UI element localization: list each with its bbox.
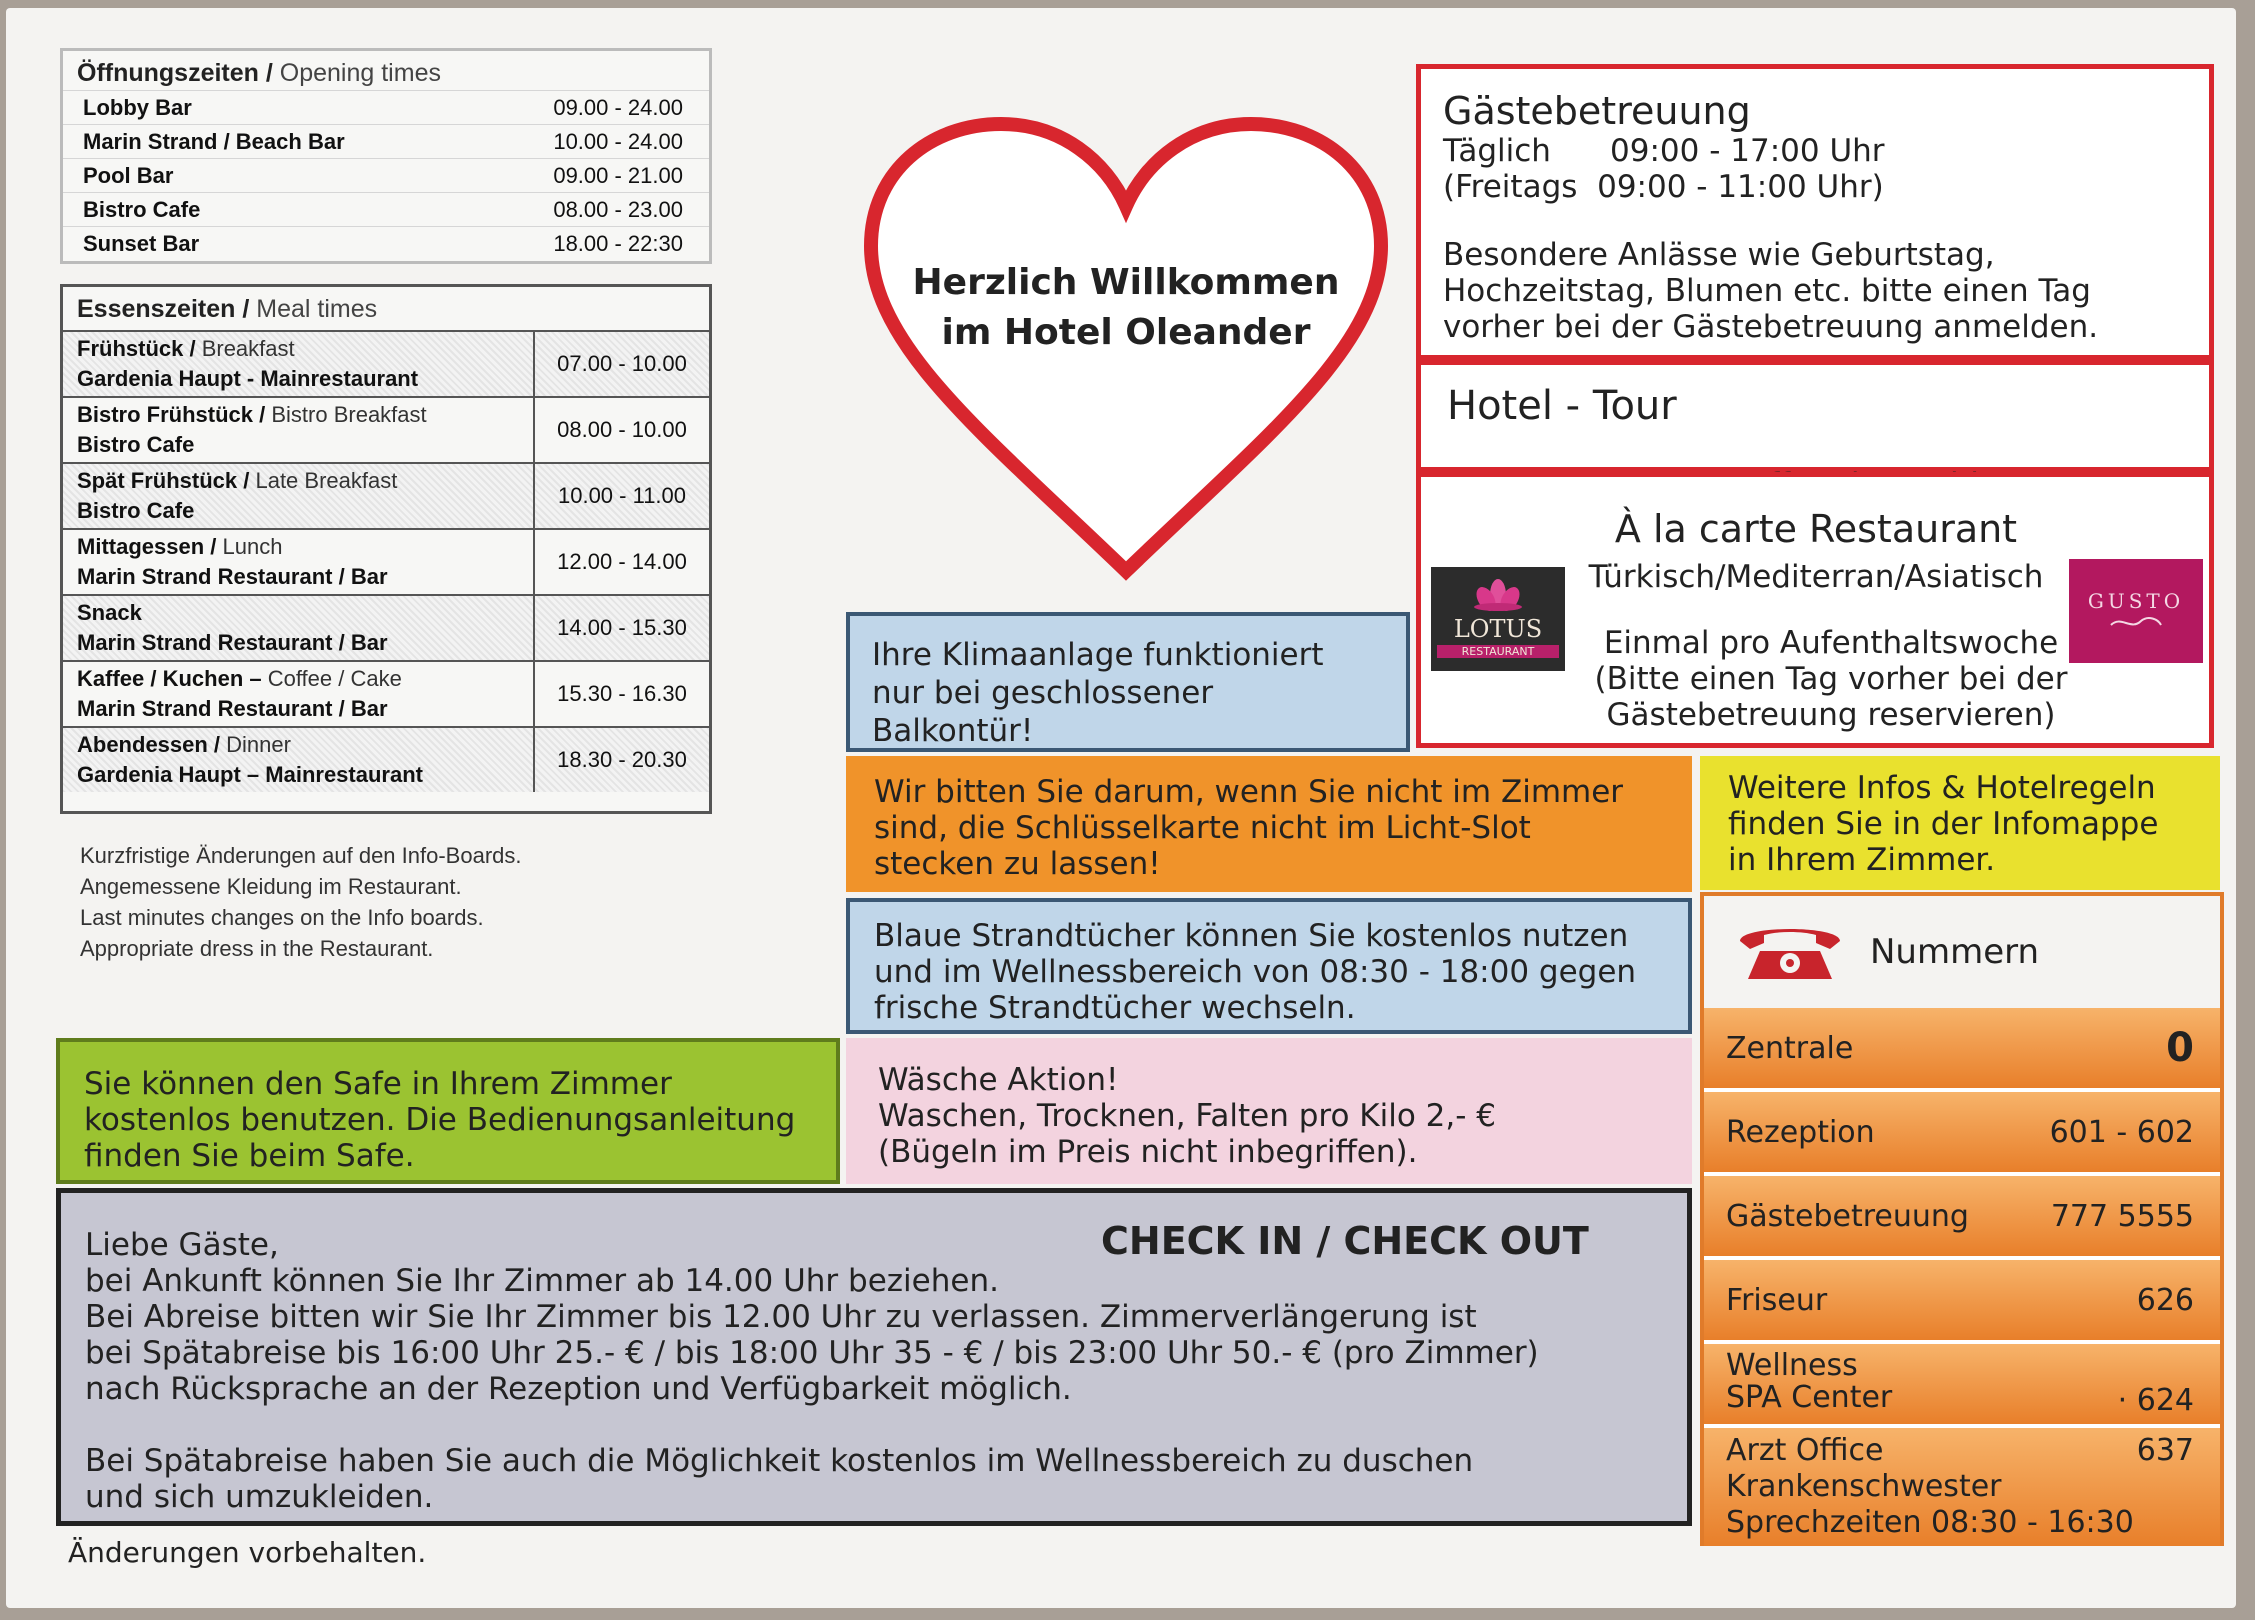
opening-times-header: Öffnungszeiten / Opening times [77, 59, 441, 87]
swirl-icon [2106, 613, 2166, 633]
meal-row: Frühstück / Breakfast Gardenia Haupt - Mainrestaurant 07.00 - 10.00 [63, 330, 709, 396]
numbers-panel [1700, 892, 2224, 1546]
opening-row: Pool Bar 09.00 - 21.00 [63, 158, 709, 192]
guest-service-box: Gästebetreuung Täglich 09:00 - 17:00 Uhr (Freitags 09:00 - 11:00 Uhr) Besondere Anlässe wie Geburtstag, Hochzeitstag, Blumen etc. bitte einen Tag vorher bei der Gästebetreuung anmelden. [1416, 64, 2214, 360]
meal-row: Mittagessen / Lunch Marin Strand Restaurant / Bar 12.00 - 14.00 [63, 528, 709, 594]
meal-row: Kaffee / Kuchen – Coffee / Cake Marin Strand Restaurant / Bar 15.30 - 16.30 [63, 660, 709, 726]
meal-times-table [60, 284, 712, 814]
aircon-box: Ihre Klimaanlage funktioniert nur bei geschlossener Balkontür! [846, 612, 1410, 752]
meal-row: Bistro Frühstück / Bistro Breakfast Bistro Cafe 08.00 - 10.00 [63, 396, 709, 462]
infos-box: Weitere Infos & Hotelregeln finden Sie in der Infomappe in Ihrem Zimmer. [1700, 756, 2220, 890]
opening-row: Lobby Bar 09.00 - 24.00 [63, 90, 709, 124]
number-row: Friseur 626 [1704, 1260, 2220, 1340]
checkin-title: CHECK IN / CHECK OUT [1101, 1219, 1589, 1263]
number-row-wellness: Wellness SPA Center · 624 [1704, 1344, 2220, 1424]
laundry-box: Wäsche Aktion! Waschen, Trocknen, Falten pro Kilo 2,- € (Bügeln im Preis nicht inbegriffen). [846, 1038, 1692, 1184]
numbers-header: Nummern [1704, 896, 2220, 1008]
notes: Kurzfristige Änderungen auf den Info-Boards. Angemessene Kleidung im Restaurant. Last minutes changes on the Info boards. Appropriate dress in the Restaurant. [80, 843, 522, 961]
meal-row: Abendessen / Dinner Gardenia Haupt – Mainrestaurant 18.30 - 20.30 [63, 726, 709, 792]
keycard-box: Wir bitten Sie darum, wenn Sie nicht im Zimmer sind, die Schlüsselkarte nicht im Licht-Slot stecken zu lassen! [846, 756, 1692, 892]
safe-box: Sie können den Safe in Ihrem Zimmer kostenlos benutzen. Die Bedienungsanleitung finden Sie beim Safe. [56, 1038, 840, 1184]
telephone-icon [1732, 919, 1848, 985]
opening-times-table [60, 48, 712, 264]
hotel-tour-box: Hotel - Tour [1416, 360, 2214, 472]
info-card [6, 8, 2236, 1608]
footer-note: Änderungen vorbehalten. [68, 1536, 427, 1569]
gusto-logo: GUSTO [2069, 559, 2203, 663]
welcome-text: Herzlich Willkommen im Hotel Oleander [912, 262, 1340, 353]
opening-row: Sunset Bar 18.00 - 22:30 [63, 226, 709, 260]
towels-box: Blaue Strandtücher können Sie kostenlos nutzen und im Wellnessbereich von 08:30 - 18:00 gegen frische Strandtücher wechseln. [846, 898, 1692, 1034]
meal-row: Snack Marin Strand Restaurant / Bar 14.00 - 15.30 [63, 594, 709, 660]
meal-row: Spät Frühstück / Late Breakfast Bistro Cafe 10.00 - 11.00 [63, 462, 709, 528]
alacarte-box: À la carte Restaurant Türkisch/Mediterran/Asiatisch Einmal pro Aufenthaltswoche (Bitte einen Tag vorher bei der Gästebetreuung reservieren) LOTUS RESTAURANT GUSTO [1416, 472, 2214, 748]
lotus-flower-icon [1468, 573, 1528, 613]
number-row: Gästebetreuung 777 5555 [1704, 1176, 2220, 1256]
lotus-logo: LOTUS RESTAURANT [1431, 567, 1565, 671]
checkin-box: CHECK IN / CHECK OUT Liebe Gäste, bei Ankunft können Sie Ihr Zimmer ab 14.00 Uhr beziehen. Bei Abreise bitten wir Sie Ihr Zimmer bis 12.00 Uhr zu verlassen. Zimmerverlängerung ist bei Spätabreise bis 16:00 Uhr 25.- € / bis 18:00 Uhr 35 - € / bis 23:00 Uhr 50.- € (pro Zimmer) nach Rücksprache an der Rezeption und Verfügbarkeit möglich. Bei Spätabreise haben Sie auch die Möglichkeit kostenlos im Wellnessbereich zu duschen und sich umzukleiden. [56, 1188, 1692, 1526]
meal-times-header: Essenszeiten / Meal times [77, 295, 378, 323]
opening-row: Marin Strand / Beach Bar 10.00 - 24.00 [63, 124, 709, 158]
number-row-doctor: Arzt Office 637 Krankenschwester Sprechzeiten 08:30 - 16:30 [1704, 1428, 2220, 1546]
number-row: Zentrale 0 [1704, 1008, 2220, 1088]
number-row: Rezeption 601 - 602 [1704, 1092, 2220, 1172]
opening-row: Bistro Cafe 08.00 - 23.00 [63, 192, 709, 226]
